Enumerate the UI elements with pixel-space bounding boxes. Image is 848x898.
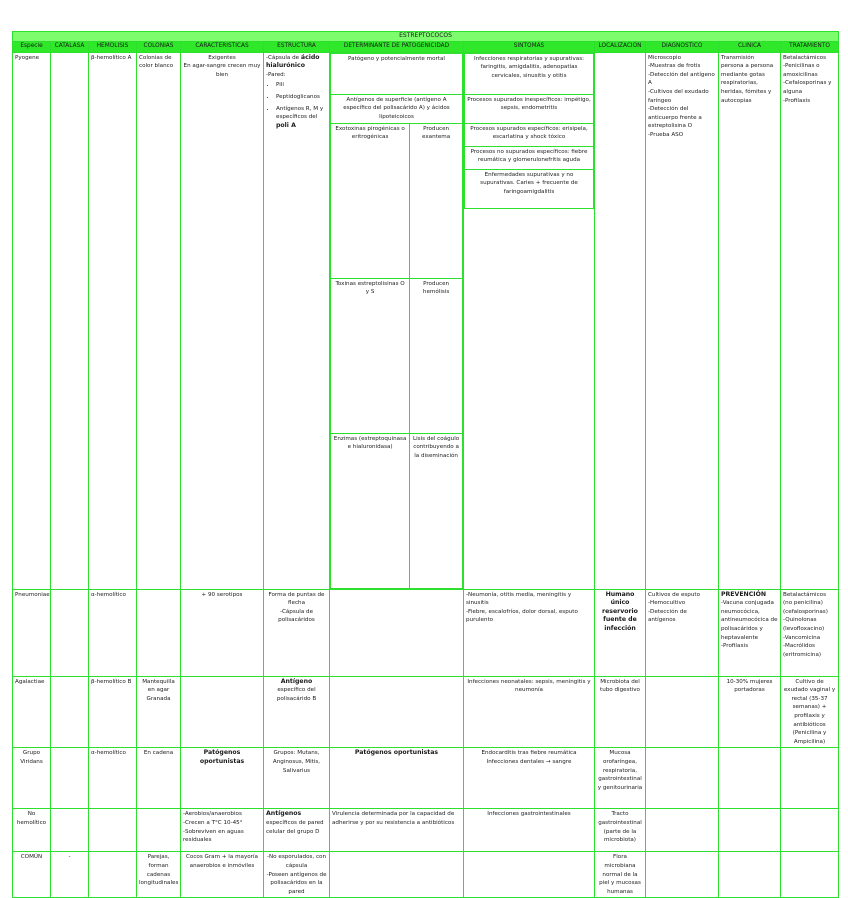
sintomas-subtable (464, 53, 594, 209)
cell-estructura: Forma de puntas de flecha -Cápsula de polisacáridos (264, 589, 330, 676)
cell-tratamiento: Betalactámicos -Penicilinas o amoxicilinas -Cefalosporinas y alguna -Profilaxis (781, 52, 839, 589)
cell-patogenicidad: Virulencia determinada por la capacidad de adherirse y por su resistencia a antibióticos (330, 809, 464, 852)
cell-caracteristicas: -Aerobios/anaerobios -Crecen a T°C 10-45° -Sobreviven en aguas residuales (181, 809, 264, 852)
cell-diagnostico (646, 852, 719, 898)
estructura-pared: -Pared: (266, 71, 286, 78)
cell-tratamiento: Betalactámicos (no penicilina) (cefalosporinas) -Quinolonas (levofloxacino) -Vancomicina -Macrólidos (eritromicina) (781, 589, 839, 676)
estructura-poli-a: poli A (276, 121, 296, 129)
cell-estructura (264, 676, 330, 748)
cell-especie: Pneumoniae (13, 589, 51, 676)
header-localizacion: LOCALIZACIÓN (595, 41, 646, 52)
cell-colonias: En cadena (137, 748, 181, 809)
cell-patogenicidad (330, 52, 464, 589)
patho-item: Exotoxinas pirogénicas o eritrogénicas (331, 123, 410, 278)
sintoma-item: Procesos supurados específicos: erisipela, escarlatina y shock tóxico (465, 123, 594, 146)
cell-diagnostico (646, 748, 719, 809)
cell-colonias: Parejas, forman cadenas longitudinales (137, 852, 181, 898)
estructura-text: específico del polisacárido B (276, 687, 317, 702)
table-row (13, 748, 839, 809)
cell-caracteristicas: Patógenos oportunistas (181, 748, 264, 809)
patho-item: Antígenos de superficie (antígeno A específico del polisacárido A) y ácidos lipoteicoicos (331, 94, 463, 123)
cell-diagnostico: Cultivos de esputo -Hemocultivo -Detección de antígenos (646, 589, 719, 676)
cell-tratamiento (781, 748, 839, 809)
cell-localizacion: Microbiota del tubo digestivo (595, 676, 646, 748)
cell-catalasa (51, 589, 89, 676)
cell-clinica (719, 748, 781, 809)
streptococci-table (12, 31, 839, 898)
cell-hemolisis: α-hemolítico (89, 748, 137, 809)
cell-clinica (719, 809, 781, 852)
cell-catalasa (51, 748, 89, 809)
list-item: • Peptidoglicanos (276, 93, 327, 102)
table-row (13, 852, 839, 898)
header-sintomas: SÍNTOMAS (464, 41, 595, 52)
sintoma-item: Procesos supurados inespecíficos: impétigo, sepsis, endometritis (465, 94, 594, 123)
cell-catalasa: - (51, 852, 89, 898)
table-row (13, 52, 839, 589)
cell-caracteristicas: Cocos Gram + la mayoría anaerobios e inmóviles (181, 852, 264, 898)
cell-diagnostico (646, 676, 719, 748)
list-item: • Pili (276, 81, 327, 90)
cell-hemolisis: β-hemolítico B (89, 676, 137, 748)
cell-sintomas (464, 52, 595, 589)
patho-effect: Producen hemólisis (410, 278, 463, 433)
cell-localizacion (595, 52, 646, 589)
header-hemolisis: HEMÓLISIS (89, 41, 137, 52)
estructura-intro: -Cápsula de (266, 54, 300, 61)
cell-tratamiento (781, 809, 839, 852)
cell-patogenicidad (330, 589, 464, 676)
cell-hemolisis: α-hemolítico (89, 589, 137, 676)
cell-colonias: Colonias de color blanco (137, 52, 181, 589)
header-estructura: ESTRUCTURA (264, 41, 330, 52)
cell-clinica (719, 852, 781, 898)
cell-caracteristicas (181, 676, 264, 748)
table-row (13, 589, 839, 676)
cell-especie: No hemolítico (13, 809, 51, 852)
cell-estructura (264, 52, 330, 589)
patho-item: Patógeno y potencialmente mortal (331, 53, 463, 94)
patho-effect: Lisis del coágulo contribuyendo a la diseminación (410, 433, 463, 588)
cell-colonias (137, 589, 181, 676)
cell-catalasa (51, 52, 89, 589)
cell-clinica: Transmisión persona a persona mediante gotas respiratorias, heridas, fómites y autocopias (719, 52, 781, 589)
header-caracteristicas: CARACTERÍSTICAS (181, 41, 264, 52)
estructura-capsule-bold: ácido hialurónico (266, 53, 320, 70)
clinica-text: -Vacuna conjugada neumocócica, antineumocócica de polisacáridos y heptavalente -Profilaxis (721, 600, 778, 650)
cell-estructura: -No esporulados, con cápsula -Poseen antígenos de polisacáridos en la pared (264, 852, 330, 898)
cell-localizacion: Flora microbiana normal de la piel y mucosas humanas (595, 852, 646, 898)
list-item-text: Antígenos R, M y específicos del (276, 105, 324, 121)
header-diagnostico: DIAGNÓSTICO (646, 41, 719, 52)
patho-item: Enzimas (estreptoquinasa e hialuronidasa) (331, 433, 410, 588)
clinica-prevencion: PREVENCIÓN (721, 590, 767, 598)
header-colonias: COLONIAS (137, 41, 181, 52)
cell-catalasa (51, 809, 89, 852)
cell-hemolisis (89, 852, 137, 898)
cell-localizacion: Tracto gastrointestinal (parte de la microbiota) (595, 809, 646, 852)
cell-clinica (719, 589, 781, 676)
cell-hemolisis: β-hemolítico A (89, 52, 137, 589)
header-clinica: CLÍNICA (719, 41, 781, 52)
cell-clinica: 10-30% mujeres portadoras (719, 676, 781, 748)
header-tratamiento: TRATAMIENTO (781, 41, 839, 52)
cell-patogenicidad (330, 676, 464, 748)
sintoma-item: Enfermedades supurativas y no supurativas. Caries + frecuente de faringoamigdalitis (465, 169, 594, 208)
estructura-antigeno-bold: Antígeno (280, 677, 313, 685)
cell-localizacion: Mucosa orofaríngea, respiratoria, gastrointestinal y genitourinaria (595, 748, 646, 809)
header-patogenicidad: DETERMINANTE DE PATOGENICIDAD (330, 41, 464, 52)
cell-patogenicidad: Patógenos oportunistas (330, 748, 464, 809)
patho-effect: Producen exantema (410, 123, 463, 278)
cell-especie: Grupo Viridans (13, 748, 51, 809)
streptococci-table-sheet (12, 31, 838, 898)
cell-estructura (264, 809, 330, 852)
cell-hemolisis (89, 809, 137, 852)
cell-especie: Pyogene (13, 52, 51, 589)
estructura-antigenos-bold: Antígenos (266, 810, 302, 818)
cell-caracteristicas: + 90 serotipos (181, 589, 264, 676)
table-title: ESTREPTOCOCOS (13, 32, 839, 42)
sintoma-item: Infecciones respiratorias y supurativas: faringitis, amigdalitis, adenopatías cervicales, sinusitis y otitis (465, 53, 594, 94)
patho-item: Toxinas estreptolisinas O y S (331, 278, 410, 433)
cell-caracteristicas: Exigentes En agar-sangre crecen muy bien (181, 52, 264, 589)
estructura-list (276, 81, 327, 130)
cell-patogenicidad (330, 852, 464, 898)
cell-especie: COMÚN (13, 852, 51, 898)
cell-diagnostico: Microscopio -Muestras de frotis -Detección del antígeno A -Cultivos del exudado faríngeo -Detección del anticuerpo frente a estreptolisina O -Prueba ASO (646, 52, 719, 589)
cell-estructura: Grupos: Mutans, Anginosus, Mitis, Salivarius (264, 748, 330, 809)
estructura-text: específicos de pared celular del grupo D (266, 819, 324, 835)
cell-sintomas (464, 852, 595, 898)
header-catalasa: CATALASA (51, 41, 89, 52)
cell-sintomas: Endocarditis tras fiebre reumática Infecciones dentales → sangre (464, 748, 595, 809)
cell-sintomas: -Neumonía, otitis media, meningitis y sinusitis -Fiebre, escalofríos, dolor dorsal, esputo purulento (464, 589, 595, 676)
cell-especie: Agalactiae (13, 676, 51, 748)
cell-tratamiento (781, 852, 839, 898)
patho-subtable (330, 53, 463, 589)
header-especie: Especie (13, 41, 51, 52)
sintoma-item: Procesos no supurados específicos: fiebre reumática y glomerulonefritis aguda (465, 146, 594, 169)
table-row (13, 809, 839, 852)
cell-sintomas: Infecciones neonatales: sepsis, meningitis y neumonía (464, 676, 595, 748)
cell-tratamiento: Cultivo de exudado vaginal y rectal (35-37 semanas) + profilaxis y antibióticos (Penicilina y Ampicilina) (781, 676, 839, 748)
cell-catalasa (51, 676, 89, 748)
list-item (276, 105, 327, 131)
cell-sintomas: Infecciones gastrointestinales (464, 809, 595, 852)
cell-colonias (137, 809, 181, 852)
cell-colonias: Mantequilla en agar Granada (137, 676, 181, 748)
cell-localizacion: Humano único reservorio fuente de infección (595, 589, 646, 676)
cell-diagnostico (646, 809, 719, 852)
table-row (13, 676, 839, 748)
